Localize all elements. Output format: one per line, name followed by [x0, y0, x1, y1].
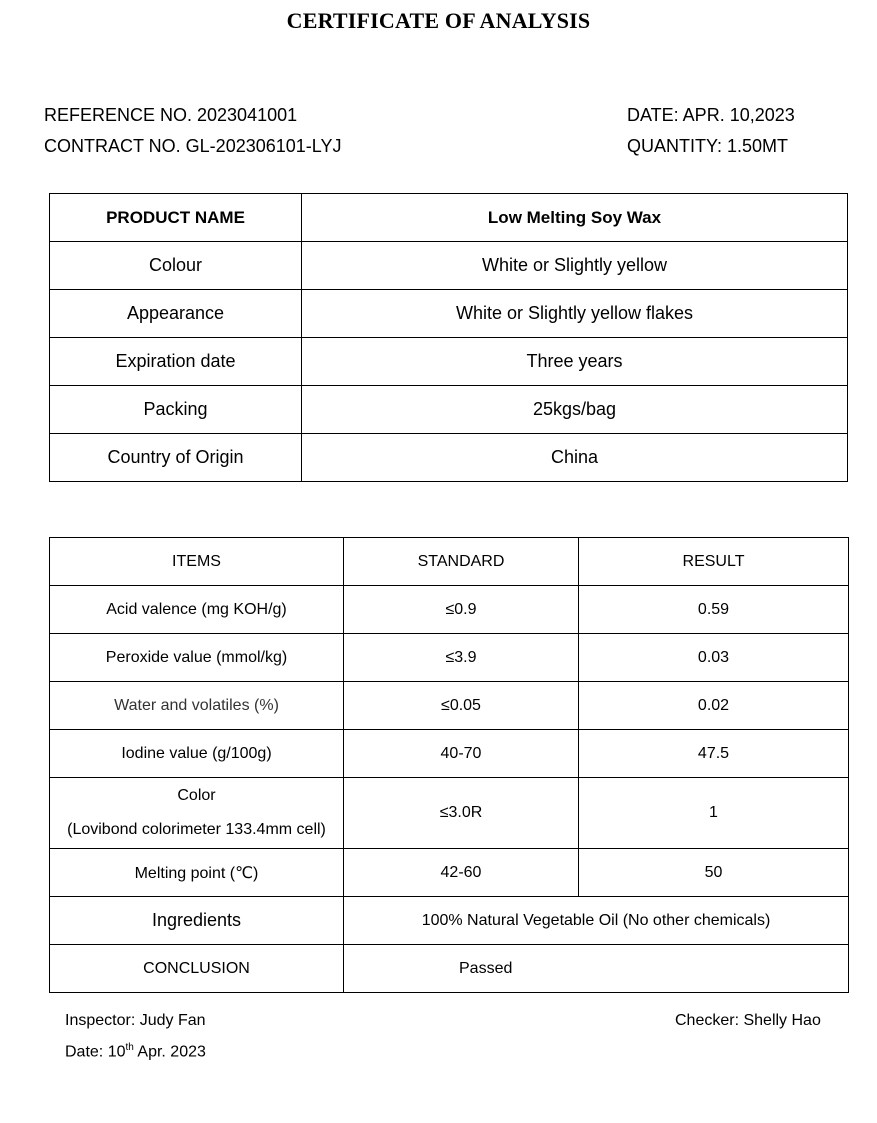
standard-cell: ≤0.05	[344, 682, 579, 730]
item-cell: Acid valence (mg KOH/g)	[50, 586, 344, 634]
date-ordinal: th	[125, 1042, 134, 1053]
result-cell: 0.59	[579, 586, 849, 634]
table-row	[50, 945, 849, 993]
ingredients-label: Ingredients	[50, 897, 344, 945]
colour-value: White or Slightly yellow	[302, 242, 848, 290]
items-header: ITEMS	[50, 538, 344, 586]
table-row	[50, 778, 849, 849]
result-cell: 0.02	[579, 682, 849, 730]
table-header-row	[50, 538, 849, 586]
product-name-label: PRODUCT NAME	[50, 194, 302, 242]
expiration-value: Three years	[302, 338, 848, 386]
date-prefix: Date: 10	[65, 1043, 126, 1061]
item-cell: Water and volatiles (%)	[50, 682, 344, 730]
table-row	[50, 194, 848, 242]
item-cell: Melting point (℃)	[50, 849, 344, 897]
quantity: QUANTITY: 1.50MT	[627, 136, 789, 156]
checker-name: Checker: Shelly Hao	[675, 1012, 821, 1029]
table-row	[50, 290, 848, 338]
item-cell	[50, 778, 344, 849]
color-item-subtitle: (Lovibond colorimeter 133.4mm cell)	[67, 821, 326, 838]
product-name-value: Low Melting Soy Wax	[302, 194, 848, 242]
inspector-name: Inspector: Judy Fan	[65, 1012, 206, 1029]
table-row	[50, 849, 849, 897]
result-cell: 1	[579, 778, 849, 849]
colour-label: Colour	[50, 242, 302, 290]
reference-number: REFERENCE NO. 2023041001	[44, 105, 298, 125]
packing-label: Packing	[50, 386, 302, 434]
origin-label: Country of Origin	[50, 434, 302, 482]
table-row	[50, 634, 849, 682]
expiration-label: Expiration date	[50, 338, 302, 386]
contract-number: CONTRACT NO. GL-202306101-LYJ	[44, 136, 342, 156]
conclusion-value: Passed	[344, 945, 849, 993]
result-cell: 50	[579, 849, 849, 897]
date-suffix: Apr. 2023	[133, 1043, 206, 1061]
table-row	[50, 586, 849, 634]
table-row	[50, 730, 849, 778]
table-row	[50, 338, 848, 386]
conclusion-label: CONCLUSION	[50, 945, 344, 993]
origin-value: China	[302, 434, 848, 482]
standard-cell: ≤0.9	[344, 586, 579, 634]
table-row	[50, 897, 849, 945]
packing-value: 25kgs/bag	[302, 386, 848, 434]
standard-cell: 40-70	[344, 730, 579, 778]
item-cell: Peroxide value (mmol/kg)	[50, 634, 344, 682]
result-cell: 47.5	[579, 730, 849, 778]
item-cell: Iodine value (g/100g)	[50, 730, 344, 778]
table-row	[50, 682, 849, 730]
standard-cell: ≤3.0R	[344, 778, 579, 849]
appearance-label: Appearance	[50, 290, 302, 338]
table-row	[50, 386, 848, 434]
analysis-table	[49, 537, 849, 993]
certificate-date: DATE: APR. 10,2023	[627, 105, 795, 125]
standard-cell: ≤3.9	[344, 634, 579, 682]
ingredients-value: 100% Natural Vegetable Oil (No other chemicals)	[344, 897, 849, 945]
standard-header: STANDARD	[344, 538, 579, 586]
inspection-date	[65, 1042, 206, 1061]
standard-cell: 42-60	[344, 849, 579, 897]
table-row	[50, 434, 848, 482]
color-item-label: Color	[177, 787, 216, 804]
result-cell: 0.03	[579, 634, 849, 682]
document-title: CERTIFICATE OF ANALYSIS	[286, 8, 591, 33]
result-header: RESULT	[579, 538, 849, 586]
appearance-value: White or Slightly yellow flakes	[302, 290, 848, 338]
table-row	[50, 242, 848, 290]
product-table	[49, 193, 848, 482]
